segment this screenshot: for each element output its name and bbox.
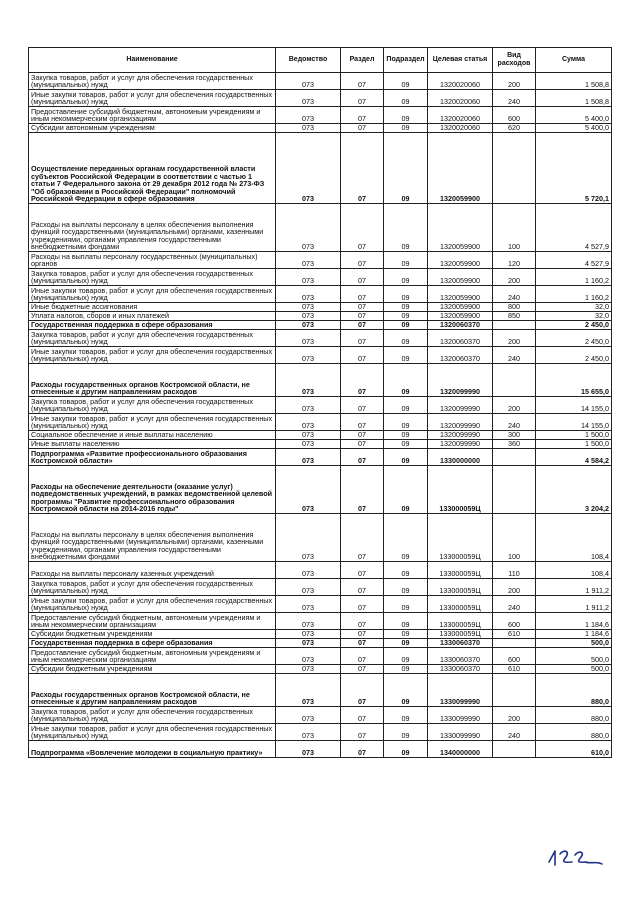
cell-name: Иные закупки товаров, работ и услуг для обеспечения государственных (муниципальных) нужд bbox=[29, 90, 276, 107]
cell-exp-type: 110 bbox=[493, 562, 536, 579]
cell-subsection: 09 bbox=[384, 347, 428, 364]
cell-dept: 073 bbox=[276, 330, 341, 347]
table-row bbox=[29, 124, 612, 133]
cell-target: 1320099990 bbox=[428, 414, 493, 431]
cell-target: 1330099990 bbox=[428, 724, 493, 741]
cell-subsection: 09 bbox=[384, 665, 428, 674]
cell-subsection: 09 bbox=[384, 269, 428, 286]
table-row bbox=[29, 579, 612, 596]
cell-target: 1320020060 bbox=[428, 107, 493, 124]
cell-sum: 1 508,8 bbox=[536, 90, 612, 107]
cell-target: 1320099990 bbox=[428, 431, 493, 440]
cell-name: Закупка товаров, работ и услуг для обеспечения государственных (муниципальных) нужд bbox=[29, 73, 276, 90]
cell-dept: 073 bbox=[276, 133, 341, 204]
cell-sum: 14 155,0 bbox=[536, 397, 612, 414]
cell-exp-type: 610 bbox=[493, 665, 536, 674]
table-row bbox=[29, 449, 612, 466]
cell-name: Расходы государственных органов Костромской области, не отнесенные к другим направлениям расходов bbox=[29, 364, 276, 397]
cell-section: 07 bbox=[341, 303, 384, 312]
cell-subsection: 09 bbox=[384, 124, 428, 133]
cell-sum: 5 720,1 bbox=[536, 133, 612, 204]
cell-section: 07 bbox=[341, 321, 384, 330]
cell-dept: 073 bbox=[276, 204, 341, 252]
cell-name: Расходы государственных органов Костромской области, не отнесенные к другим направлениям расходов bbox=[29, 674, 276, 707]
cell-sum: 2 450,0 bbox=[536, 347, 612, 364]
handwritten-page-number bbox=[545, 846, 605, 868]
cell-exp-type: 200 bbox=[493, 579, 536, 596]
cell-dept: 073 bbox=[276, 397, 341, 414]
cell-subsection: 09 bbox=[384, 414, 428, 431]
cell-section: 07 bbox=[341, 431, 384, 440]
cell-name: Иные закупки товаров, работ и услуг для обеспечения государственных (муниципальных) нужд bbox=[29, 347, 276, 364]
cell-exp-type: 120 bbox=[493, 252, 536, 269]
cell-dept: 073 bbox=[276, 364, 341, 397]
cell-name: Закупка товаров, работ и услуг для обеспечения государственных (муниципальных) нужд bbox=[29, 579, 276, 596]
cell-subsection: 09 bbox=[384, 364, 428, 397]
cell-sum: 880,0 bbox=[536, 674, 612, 707]
cell-subsection: 09 bbox=[384, 133, 428, 204]
cell-sum: 500,0 bbox=[536, 665, 612, 674]
cell-dept: 073 bbox=[276, 674, 341, 707]
cell-section: 07 bbox=[341, 330, 384, 347]
cell-dept: 073 bbox=[276, 665, 341, 674]
cell-dept: 073 bbox=[276, 107, 341, 124]
cell-subsection: 09 bbox=[384, 73, 428, 90]
cell-name: Государственная поддержка в сфере образования bbox=[29, 639, 276, 648]
cell-name: Предоставление субсидий бюджетным, автономным учреждениям и иным некоммерческим организациям bbox=[29, 107, 276, 124]
cell-section: 07 bbox=[341, 514, 384, 562]
table-row bbox=[29, 204, 612, 252]
cell-exp-type: 300 bbox=[493, 431, 536, 440]
table-row bbox=[29, 724, 612, 741]
cell-target: 133000059Ц bbox=[428, 514, 493, 562]
cell-dept: 073 bbox=[276, 596, 341, 613]
table-row bbox=[29, 674, 612, 707]
cell-sum: 4 584,2 bbox=[536, 449, 612, 466]
cell-section: 07 bbox=[341, 449, 384, 466]
cell-dept: 073 bbox=[276, 321, 341, 330]
cell-name: Уплата налогов, сборов и иных платежей bbox=[29, 312, 276, 321]
cell-exp-type: 620 bbox=[493, 124, 536, 133]
cell-section: 07 bbox=[341, 286, 384, 303]
table-row bbox=[29, 312, 612, 321]
cell-section: 07 bbox=[341, 252, 384, 269]
table-row bbox=[29, 303, 612, 312]
cell-section: 07 bbox=[341, 124, 384, 133]
cell-name: Расходы на выплаты персоналу государственных (муниципальных) органов bbox=[29, 252, 276, 269]
table-row bbox=[29, 630, 612, 639]
cell-sum: 880,0 bbox=[536, 724, 612, 741]
cell-name: Предоставление субсидий бюджетным, автономным учреждениям и иным некоммерческим организациям bbox=[29, 648, 276, 665]
table-row bbox=[29, 364, 612, 397]
cell-exp-type: 240 bbox=[493, 347, 536, 364]
cell-name: Расходы на обеспечение деятельности (оказание услуг) подведомственных учреждений, в рамках ведомственной целевой программы "Развитие профессионального образования Костромской области на 2014-2016 годы" bbox=[29, 466, 276, 514]
cell-dept: 073 bbox=[276, 639, 341, 648]
table-row bbox=[29, 440, 612, 449]
header-exp-type: Вид расходов bbox=[493, 48, 536, 73]
cell-sum: 108,4 bbox=[536, 514, 612, 562]
cell-sum: 1 160,2 bbox=[536, 286, 612, 303]
cell-sum: 4 527,9 bbox=[536, 252, 612, 269]
cell-sum: 880,0 bbox=[536, 707, 612, 724]
cell-dept: 073 bbox=[276, 347, 341, 364]
cell-target: 1330060370 bbox=[428, 648, 493, 665]
cell-sum: 5 400,0 bbox=[536, 124, 612, 133]
cell-section: 07 bbox=[341, 440, 384, 449]
cell-subsection: 09 bbox=[384, 466, 428, 514]
cell-target: 1330060370 bbox=[428, 639, 493, 648]
cell-dept: 073 bbox=[276, 440, 341, 449]
cell-exp-type: 240 bbox=[493, 724, 536, 741]
cell-section: 07 bbox=[341, 613, 384, 630]
cell-sum: 1 184,6 bbox=[536, 630, 612, 639]
cell-subsection: 09 bbox=[384, 579, 428, 596]
cell-subsection: 09 bbox=[384, 707, 428, 724]
cell-subsection: 09 bbox=[384, 741, 428, 758]
header-section: Раздел bbox=[341, 48, 384, 73]
cell-exp-type bbox=[493, 364, 536, 397]
cell-target: 1330099990 bbox=[428, 674, 493, 707]
cell-exp-type: 200 bbox=[493, 707, 536, 724]
table-row bbox=[29, 330, 612, 347]
cell-sum: 610,0 bbox=[536, 741, 612, 758]
cell-sum: 5 400,0 bbox=[536, 107, 612, 124]
cell-dept: 073 bbox=[276, 303, 341, 312]
table-row bbox=[29, 648, 612, 665]
cell-dept: 073 bbox=[276, 414, 341, 431]
cell-section: 07 bbox=[341, 579, 384, 596]
cell-section: 07 bbox=[341, 648, 384, 665]
cell-name: Закупка товаров, работ и услуг для обеспечения государственных (муниципальных) нужд bbox=[29, 269, 276, 286]
cell-exp-type: 100 bbox=[493, 204, 536, 252]
cell-exp-type: 100 bbox=[493, 514, 536, 562]
cell-exp-type: 850 bbox=[493, 312, 536, 321]
cell-name: Субсидии бюджетным учреждениям bbox=[29, 630, 276, 639]
table-row bbox=[29, 252, 612, 269]
cell-subsection: 09 bbox=[384, 252, 428, 269]
cell-target: 1330060370 bbox=[428, 665, 493, 674]
cell-dept: 073 bbox=[276, 514, 341, 562]
table-row bbox=[29, 514, 612, 562]
cell-section: 07 bbox=[341, 204, 384, 252]
cell-target: 1320020060 bbox=[428, 73, 493, 90]
cell-target: 133000059Ц bbox=[428, 562, 493, 579]
cell-dept: 073 bbox=[276, 312, 341, 321]
cell-section: 07 bbox=[341, 364, 384, 397]
cell-exp-type: 200 bbox=[493, 269, 536, 286]
cell-section: 07 bbox=[341, 741, 384, 758]
cell-section: 07 bbox=[341, 414, 384, 431]
cell-sum: 3 204,2 bbox=[536, 466, 612, 514]
cell-name: Закупка товаров, работ и услуг для обеспечения государственных (муниципальных) нужд bbox=[29, 707, 276, 724]
cell-dept: 073 bbox=[276, 73, 341, 90]
cell-name: Иные закупки товаров, работ и услуг для обеспечения государственных (муниципальных) нужд bbox=[29, 724, 276, 741]
table-row bbox=[29, 665, 612, 674]
cell-target: 1320099990 bbox=[428, 397, 493, 414]
table-row bbox=[29, 707, 612, 724]
cell-sum: 32,0 bbox=[536, 312, 612, 321]
cell-exp-type: 200 bbox=[493, 73, 536, 90]
cell-exp-type: 600 bbox=[493, 648, 536, 665]
cell-exp-type: 200 bbox=[493, 330, 536, 347]
cell-target: 133000059Ц bbox=[428, 466, 493, 514]
table-row bbox=[29, 466, 612, 514]
cell-dept: 073 bbox=[276, 741, 341, 758]
cell-exp-type bbox=[493, 466, 536, 514]
cell-target: 1320020060 bbox=[428, 124, 493, 133]
cell-target: 1320059900 bbox=[428, 133, 493, 204]
cell-name: Расходы на выплаты персоналу казенных учреждений bbox=[29, 562, 276, 579]
cell-exp-type: 240 bbox=[493, 414, 536, 431]
cell-exp-type: 360 bbox=[493, 440, 536, 449]
cell-target: 133000059Ц bbox=[428, 630, 493, 639]
cell-section: 07 bbox=[341, 630, 384, 639]
table-row bbox=[29, 613, 612, 630]
cell-dept: 073 bbox=[276, 449, 341, 466]
cell-subsection: 09 bbox=[384, 107, 428, 124]
cell-dept: 073 bbox=[276, 286, 341, 303]
cell-name: Иные бюджетные ассигнования bbox=[29, 303, 276, 312]
budget-table bbox=[28, 47, 612, 758]
cell-exp-type: 600 bbox=[493, 613, 536, 630]
cell-exp-type: 240 bbox=[493, 596, 536, 613]
cell-name: Иные закупки товаров, работ и услуг для обеспечения государственных (муниципальных) нужд bbox=[29, 414, 276, 431]
table-row bbox=[29, 269, 612, 286]
cell-sum: 14 155,0 bbox=[536, 414, 612, 431]
header-target: Целевая статья bbox=[428, 48, 493, 73]
cell-sum: 1 160,2 bbox=[536, 269, 612, 286]
cell-target: 1320099990 bbox=[428, 364, 493, 397]
cell-sum: 500,0 bbox=[536, 639, 612, 648]
cell-name: Подпрограмма «Развитие профессионального образования Костромской области» bbox=[29, 449, 276, 466]
cell-subsection: 09 bbox=[384, 648, 428, 665]
cell-dept: 073 bbox=[276, 579, 341, 596]
cell-section: 07 bbox=[341, 397, 384, 414]
cell-subsection: 09 bbox=[384, 321, 428, 330]
cell-section: 07 bbox=[341, 466, 384, 514]
cell-sum: 32,0 bbox=[536, 303, 612, 312]
cell-dept: 073 bbox=[276, 613, 341, 630]
table-row bbox=[29, 414, 612, 431]
cell-target: 1320059900 bbox=[428, 269, 493, 286]
cell-sum: 4 527,9 bbox=[536, 204, 612, 252]
cell-name: Подпрограмма «Вовлечение молодежи в социальную практику» bbox=[29, 741, 276, 758]
cell-name: Осуществление переданных органам государственной власти субъектов Российской Федерации в соответствии с частью 1 статьи 7 Федерального закона от 29 декабря 2012 года № 273-ФЗ "Об образовании в Российской Федерации" полномочий Российской Федерации в сфере образования bbox=[29, 133, 276, 204]
cell-name: Иные закупки товаров, работ и услуг для обеспечения государственных (муниципальных) нужд bbox=[29, 596, 276, 613]
table-row bbox=[29, 133, 612, 204]
cell-name: Государственная поддержка в сфере образования bbox=[29, 321, 276, 330]
cell-target: 1320059900 bbox=[428, 252, 493, 269]
cell-section: 07 bbox=[341, 665, 384, 674]
table-row bbox=[29, 90, 612, 107]
table-row bbox=[29, 639, 612, 648]
cell-dept: 073 bbox=[276, 252, 341, 269]
cell-sum: 2 450,0 bbox=[536, 330, 612, 347]
cell-target: 1320059900 bbox=[428, 303, 493, 312]
cell-name: Субсидии бюджетным учреждениям bbox=[29, 665, 276, 674]
cell-name: Закупка товаров, работ и услуг для обеспечения государственных (муниципальных) нужд bbox=[29, 397, 276, 414]
cell-dept: 073 bbox=[276, 431, 341, 440]
cell-exp-type bbox=[493, 741, 536, 758]
table-row bbox=[29, 321, 612, 330]
cell-target: 1320060370 bbox=[428, 330, 493, 347]
cell-subsection: 09 bbox=[384, 596, 428, 613]
cell-name: Закупка товаров, работ и услуг для обеспечения государственных (муниципальных) нужд bbox=[29, 330, 276, 347]
header-name: Наименование bbox=[29, 48, 276, 73]
cell-section: 07 bbox=[341, 562, 384, 579]
cell-subsection: 09 bbox=[384, 286, 428, 303]
table-header-row bbox=[29, 48, 612, 73]
cell-section: 07 bbox=[341, 73, 384, 90]
cell-subsection: 09 bbox=[384, 639, 428, 648]
cell-name: Социальное обеспечение и иные выплаты населению bbox=[29, 431, 276, 440]
cell-name: Субсидии автономным учреждениям bbox=[29, 124, 276, 133]
cell-subsection: 09 bbox=[384, 630, 428, 639]
cell-subsection: 09 bbox=[384, 90, 428, 107]
table-body bbox=[29, 73, 612, 758]
cell-subsection: 09 bbox=[384, 514, 428, 562]
cell-subsection: 09 bbox=[384, 724, 428, 741]
cell-section: 07 bbox=[341, 674, 384, 707]
cell-section: 07 bbox=[341, 269, 384, 286]
cell-sum: 500,0 bbox=[536, 648, 612, 665]
table-row bbox=[29, 562, 612, 579]
cell-name: Иные выплаты населению bbox=[29, 440, 276, 449]
cell-dept: 073 bbox=[276, 648, 341, 665]
cell-subsection: 09 bbox=[384, 674, 428, 707]
cell-sum: 108,4 bbox=[536, 562, 612, 579]
cell-sum: 1 500,0 bbox=[536, 440, 612, 449]
cell-dept: 073 bbox=[276, 562, 341, 579]
table-row bbox=[29, 73, 612, 90]
cell-dept: 073 bbox=[276, 124, 341, 133]
cell-sum: 1 911,2 bbox=[536, 596, 612, 613]
cell-exp-type: 800 bbox=[493, 303, 536, 312]
cell-exp-type: 610 bbox=[493, 630, 536, 639]
cell-target: 1320059900 bbox=[428, 204, 493, 252]
cell-subsection: 09 bbox=[384, 613, 428, 630]
cell-name: Расходы на выплаты персоналу в целях обеспечения выполнения функций государственными (муниципальными) органами, казенными учреждениями, органами управления государственными внебюджетными фондами bbox=[29, 204, 276, 252]
table-row bbox=[29, 347, 612, 364]
cell-name: Предоставление субсидий бюджетным, автономным учреждениям и иным некоммерческим организациям bbox=[29, 613, 276, 630]
cell-sum: 2 450,0 bbox=[536, 321, 612, 330]
cell-name: Иные закупки товаров, работ и услуг для обеспечения государственных (муниципальных) нужд bbox=[29, 286, 276, 303]
header-dept: Ведомство bbox=[276, 48, 341, 73]
table-row bbox=[29, 431, 612, 440]
table-row bbox=[29, 107, 612, 124]
cell-target: 1320060370 bbox=[428, 321, 493, 330]
cell-target: 1330099990 bbox=[428, 707, 493, 724]
cell-section: 07 bbox=[341, 347, 384, 364]
cell-target: 133000059Ц bbox=[428, 579, 493, 596]
cell-subsection: 09 bbox=[384, 562, 428, 579]
cell-exp-type: 200 bbox=[493, 397, 536, 414]
cell-sum: 1 508,8 bbox=[536, 73, 612, 90]
cell-exp-type: 600 bbox=[493, 107, 536, 124]
cell-target: 1320020060 bbox=[428, 90, 493, 107]
table-row bbox=[29, 397, 612, 414]
cell-subsection: 09 bbox=[384, 449, 428, 466]
cell-dept: 073 bbox=[276, 630, 341, 639]
cell-section: 07 bbox=[341, 312, 384, 321]
cell-subsection: 09 bbox=[384, 303, 428, 312]
cell-subsection: 09 bbox=[384, 440, 428, 449]
cell-exp-type bbox=[493, 321, 536, 330]
cell-subsection: 09 bbox=[384, 397, 428, 414]
cell-target: 1320059900 bbox=[428, 286, 493, 303]
cell-exp-type: 240 bbox=[493, 90, 536, 107]
cell-name: Расходы на выплаты персоналу в целях обеспечения выполнения функций государственными (муниципальными) органами, казенными учреждениями, органами управления государственными внебюджетными фондами bbox=[29, 514, 276, 562]
cell-target: 133000059Ц bbox=[428, 613, 493, 630]
cell-target: 1330000000 bbox=[428, 449, 493, 466]
cell-section: 07 bbox=[341, 90, 384, 107]
cell-exp-type bbox=[493, 449, 536, 466]
cell-subsection: 09 bbox=[384, 330, 428, 347]
cell-subsection: 09 bbox=[384, 431, 428, 440]
cell-subsection: 09 bbox=[384, 204, 428, 252]
cell-target: 1320099990 bbox=[428, 440, 493, 449]
cell-section: 07 bbox=[341, 107, 384, 124]
cell-target: 1320059900 bbox=[428, 312, 493, 321]
cell-target: 1340000000 bbox=[428, 741, 493, 758]
table-row bbox=[29, 596, 612, 613]
cell-dept: 073 bbox=[276, 707, 341, 724]
cell-exp-type: 240 bbox=[493, 286, 536, 303]
cell-subsection: 09 bbox=[384, 312, 428, 321]
table-row bbox=[29, 741, 612, 758]
cell-section: 07 bbox=[341, 133, 384, 204]
table-row bbox=[29, 286, 612, 303]
cell-section: 07 bbox=[341, 639, 384, 648]
cell-sum: 15 655,0 bbox=[536, 364, 612, 397]
cell-dept: 073 bbox=[276, 90, 341, 107]
cell-section: 07 bbox=[341, 707, 384, 724]
cell-exp-type bbox=[493, 133, 536, 204]
cell-sum: 1 500,0 bbox=[536, 431, 612, 440]
cell-dept: 073 bbox=[276, 724, 341, 741]
cell-exp-type bbox=[493, 674, 536, 707]
cell-section: 07 bbox=[341, 596, 384, 613]
cell-dept: 073 bbox=[276, 269, 341, 286]
cell-exp-type bbox=[493, 639, 536, 648]
cell-sum: 1 184,6 bbox=[536, 613, 612, 630]
cell-dept: 073 bbox=[276, 466, 341, 514]
cell-sum: 1 911,2 bbox=[536, 579, 612, 596]
header-sum: Сумма bbox=[536, 48, 612, 73]
cell-section: 07 bbox=[341, 724, 384, 741]
cell-target: 1320060370 bbox=[428, 347, 493, 364]
header-subsection: Подраздел bbox=[384, 48, 428, 73]
cell-target: 133000059Ц bbox=[428, 596, 493, 613]
